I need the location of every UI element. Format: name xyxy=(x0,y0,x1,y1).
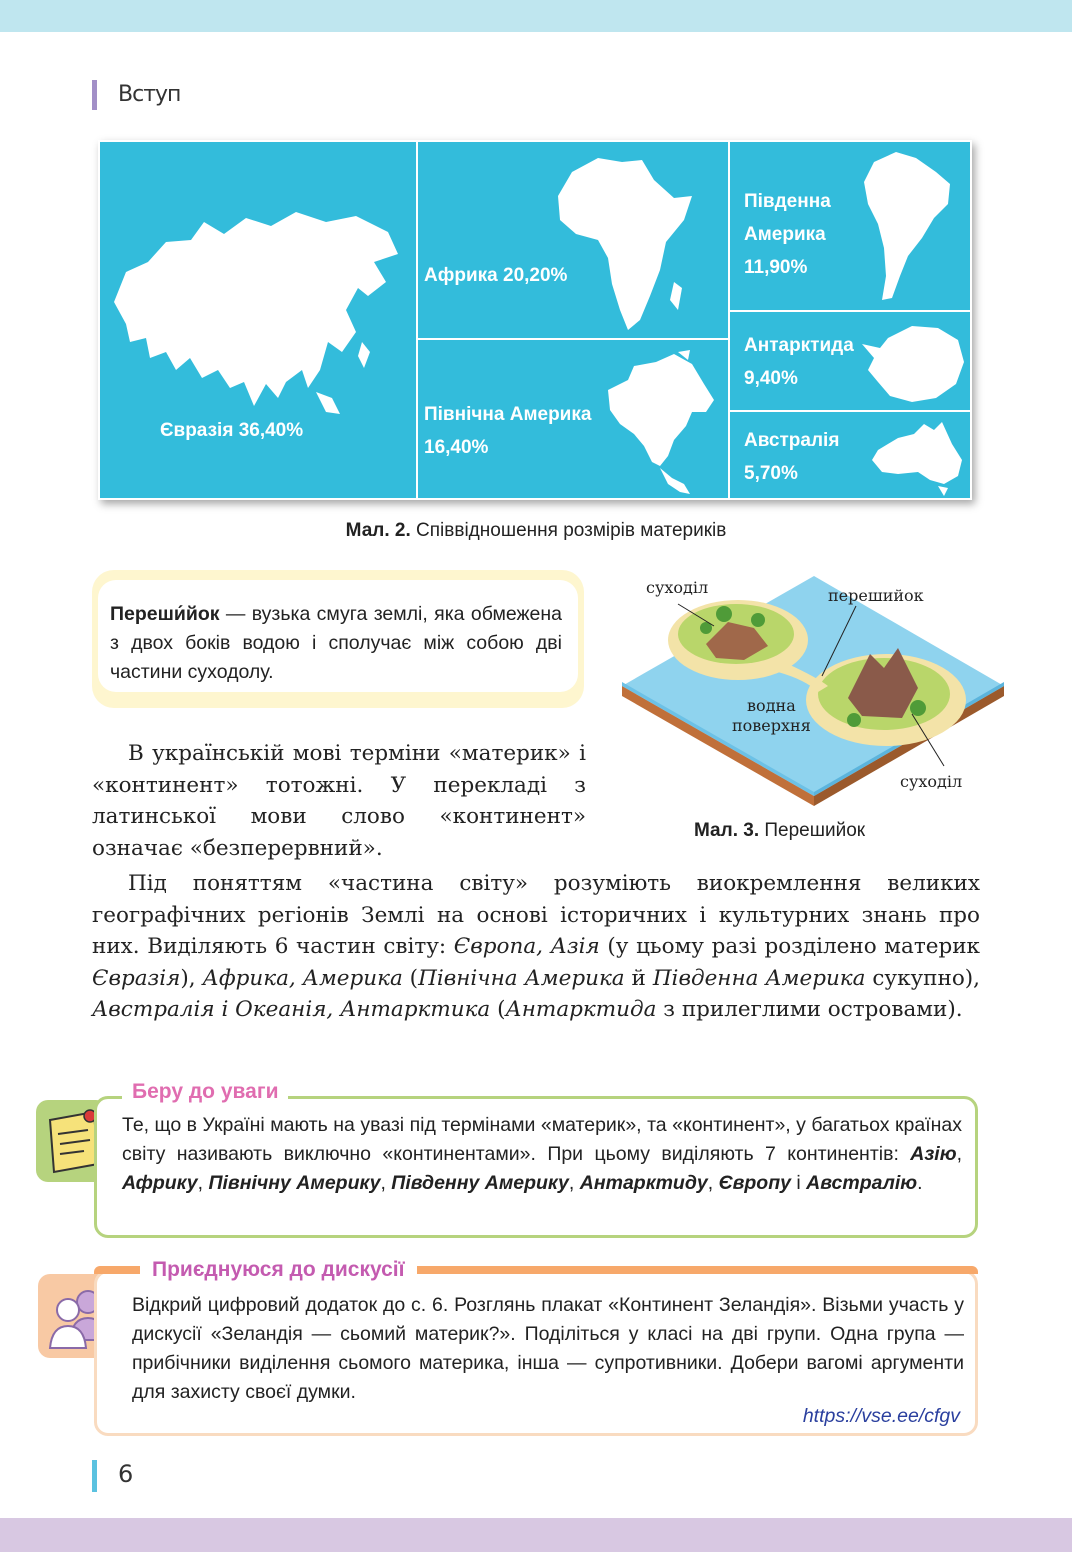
page-number-marker xyxy=(92,1460,97,1492)
note-title-discussion: Приєднуюся до дискусії xyxy=(140,1258,417,1282)
section-marker xyxy=(92,80,97,110)
note-text-attention: Те, що в Україні мають на увазі під термінами «материк», та «континент», у багатьох країнах світу називають виключно «континентами». При цьому виділяють 7 континентів: Азію, Африку, Північну Америку, Південну Америку, Антарктиду, Європу і Австралію. xyxy=(122,1114,962,1194)
label-water: водна поверхня xyxy=(732,696,811,735)
page-number: 6 xyxy=(118,1460,134,1488)
south-america-label: Південна Америка 11,90% xyxy=(744,191,831,278)
definition-term: Переши́йок xyxy=(110,603,220,625)
cell-eurasia xyxy=(98,140,418,500)
note-text-discussion: Відкрий цифровий додаток до с. 6. Розглянь плакат «Континент Зеландія». Візьми участь у дискусії «Зеландія — сьомий материк?». Поділіться у класі на дві групи. Одна група — прибічники виділення сьомого материка, інша — супротивники. Добери вагомі аргументи для захисту своєї думки. xyxy=(132,1294,964,1403)
paragraph-world-parts: Під поняттям «частина світу» розуміють виокремлення великих географічних регіонів Землі на основі історичних і культурних знань про них. Виділяють 6 частин світу: Європа, Азія (у цьому разі розділено материк Євразія), Африка, Америка (Північна Америка й Південна Америка сукупно), Австралія і Океанія, Антарктика (Антарктида з прилеглими островами). xyxy=(92,871,980,1023)
antarctica-shape-icon xyxy=(860,318,970,408)
cell-south-america xyxy=(728,140,972,312)
antarctica-label: Антарктида 9,40% xyxy=(744,335,854,389)
australia-shape-icon xyxy=(868,420,968,498)
south-america-shape-icon xyxy=(856,148,956,308)
north-america-label: Північна Америка 16,40% xyxy=(424,404,592,458)
australia-label: Австралія 5,70% xyxy=(744,430,840,484)
definition-box xyxy=(92,570,584,708)
cell-australia xyxy=(728,410,972,500)
north-america-shape-icon xyxy=(594,350,724,500)
eurasia-label: Євразія 36,40% xyxy=(160,420,304,441)
note-title-attention: Беру до уваги xyxy=(122,1080,288,1104)
discussion-link[interactable]: https://vse.ee/cfgv xyxy=(802,1405,960,1427)
continents-treemap xyxy=(98,140,972,500)
paragraph-terms: В українській мові терміни «материк» і «континент» тотожні. У перекладі з латинської мови слово «континент» означає «безперервний». xyxy=(92,741,586,861)
definition-text: Переши́йок — вузька смуга землі, яка обмежена з двох боків водою і сполучає між собою дві частини суходолу. xyxy=(98,580,578,692)
label-land-top: суходіл xyxy=(646,578,709,597)
africa-label: Африка 20,20% xyxy=(424,265,568,286)
top-band xyxy=(0,0,1072,32)
isthmus-illustration xyxy=(618,568,1008,808)
section-title: Вступ xyxy=(118,82,181,107)
africa-shape-icon xyxy=(550,150,700,334)
bottom-band xyxy=(0,1518,1072,1552)
label-isthmus: перешийок xyxy=(828,586,924,605)
cell-antarctica xyxy=(728,310,972,412)
figure3-caption: Мал. 3. Перешийок xyxy=(694,820,866,841)
cell-africa xyxy=(416,140,730,340)
figure2-caption: Мал. 2. Співвідношення розмірів материків xyxy=(345,520,727,541)
eurasia-shape-icon xyxy=(106,192,406,432)
cell-north-america xyxy=(416,338,730,500)
label-land-bottom: суходіл xyxy=(900,772,963,791)
